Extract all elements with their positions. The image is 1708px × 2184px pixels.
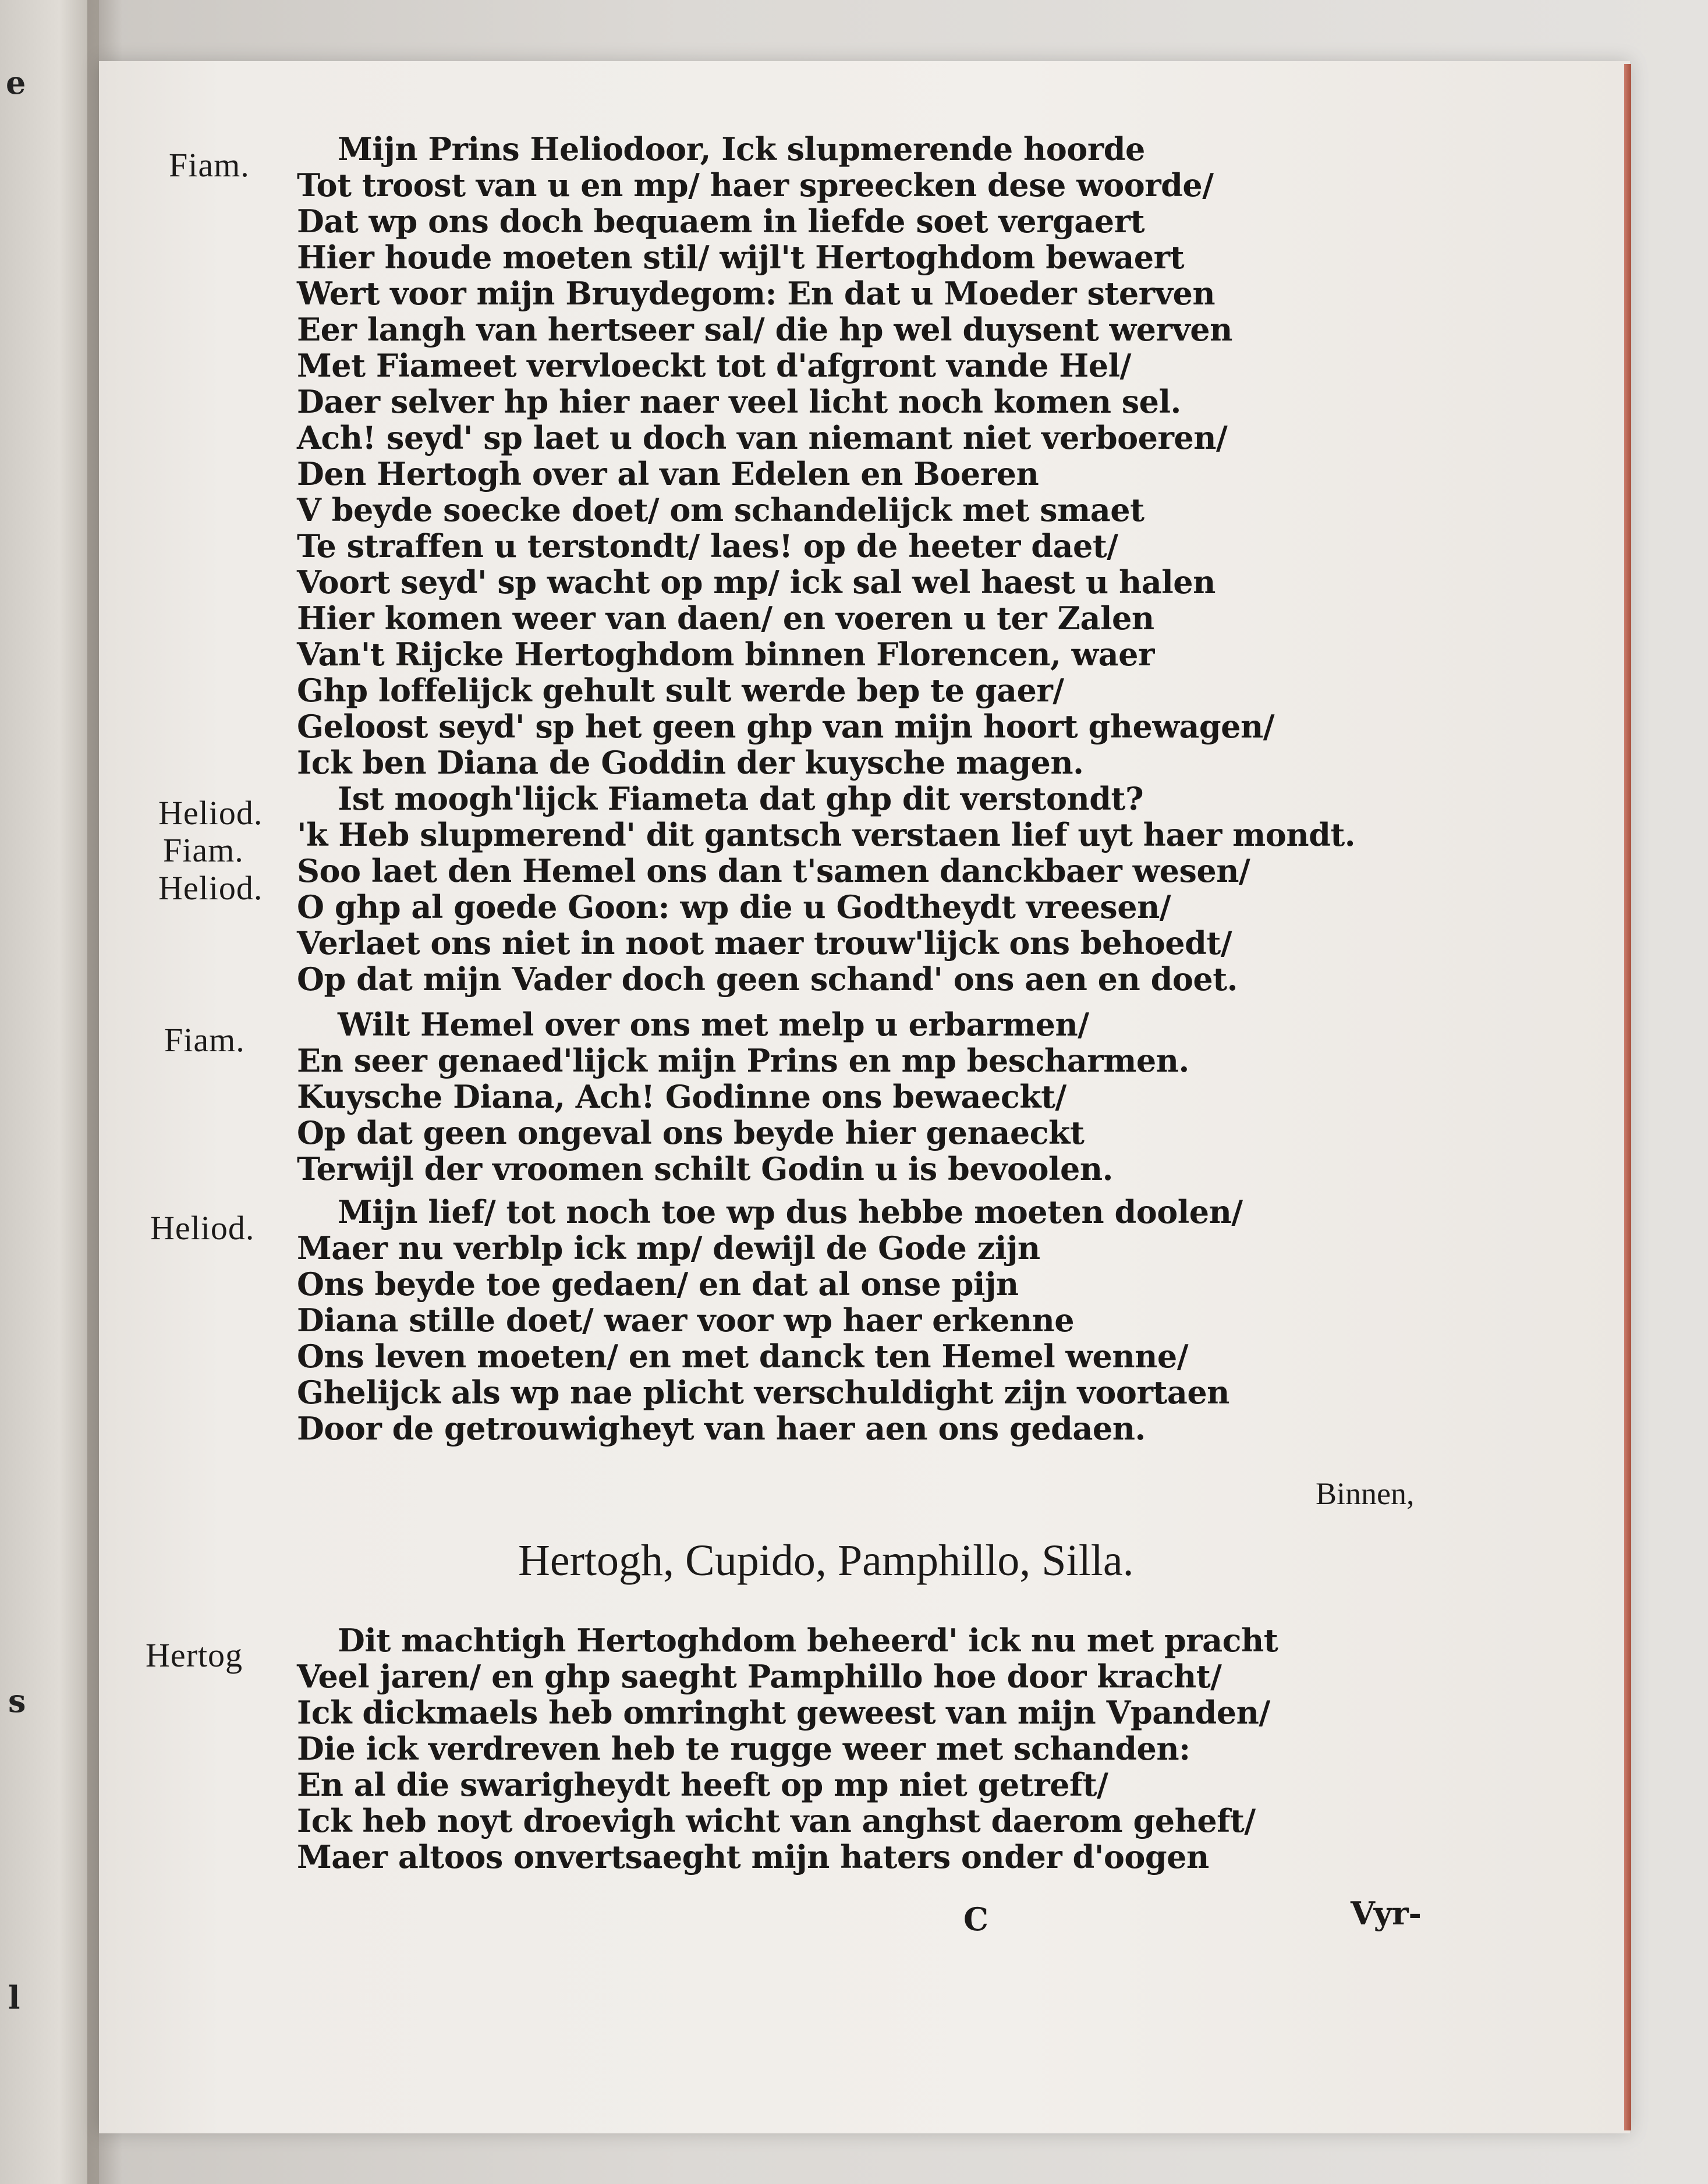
verse-line: V beyde soecke doet/ om schandelijck met smaet [297, 491, 1144, 529]
verse-line: Voort seyd' sp wacht op mp/ ick sal wel haest u halen [297, 563, 1216, 601]
verse-line: Die ick verdreven heb te rugge weer met schanden: [297, 1730, 1190, 1767]
page-edge [1624, 64, 1631, 2130]
speaker-label: Hertog [146, 1636, 243, 1674]
verse-line: Kuysche Diana, Ach! Godinne ons bewaeckt/ [297, 1078, 1066, 1115]
verse-line: O ghp al goede Goon: wp die u Godtheydt vreesen/ [297, 888, 1171, 926]
speaker-label: Fiam. [163, 831, 244, 869]
verse-line: Met Fiameet vervloeckt tot d'afgront vande Hel/ [297, 347, 1131, 384]
verse-line: Wilt Hemel over ons met melp u erbarmen/ [338, 1006, 1089, 1043]
verse-line: Op dat geen ongeval ons beyde hier genaeckt [297, 1114, 1085, 1151]
verse-line: Dit machtigh Hertoghdom beheerd' ick nu met pracht [338, 1622, 1278, 1659]
verse-line: Maer nu verblp ick mp/ dewijl de Gode zijn [297, 1229, 1040, 1267]
verse-line: Te straffen u terstondt/ laes! op de heeter daet/ [297, 527, 1118, 565]
verse-line: Tot troost van u en mp/ haer spreecken dese woorde/ [297, 166, 1214, 204]
verse-line: En al die swarigheydt heeft op mp niet getreft/ [297, 1766, 1108, 1803]
verse-line: En seer genaed'lijck mijn Prins en mp bescharmen. [297, 1042, 1189, 1079]
speaker-label: Fiam. [164, 1021, 245, 1059]
verse-line: Ick dickmaels heb omringht geweest van mijn Vpanden/ [297, 1694, 1270, 1731]
verse-line: Ons beyde toe gedaen/ en dat al onse pijn [297, 1265, 1019, 1303]
verse-line: Dat wp ons doch bequaem in liefde soet vergaert [297, 203, 1145, 240]
verse-line: Van't Rijcke Hertoghdom binnen Florencen, waer [297, 636, 1154, 673]
verse-line: Ach! seyd' sp laet u doch van niemant niet verboeren/ [297, 419, 1228, 456]
verse-line: Mijn Prins Heliodoor, Ick slupmerende hoorde [338, 130, 1145, 168]
verse-line: Ghp loffelijck gehult sult werde bep te gaer/ [297, 672, 1064, 709]
left-page-glyph: s [8, 1682, 26, 1719]
verse-line: Diana stille doet/ waer voor wp haer erkenne [297, 1302, 1075, 1339]
speaker-label: Fiam. [169, 146, 250, 184]
verse-line: Den Hertogh over al van Edelen en Boeren [297, 455, 1039, 492]
verse-line: Ick heb noyt droevigh wicht van anghst daerom geheft/ [297, 1802, 1256, 1839]
speaker-label: Heliod. [150, 1209, 255, 1247]
verse-line: Verlaet ons niet in noot maer trouw'lijck ons behoedt/ [297, 924, 1232, 962]
verse-line: Daer selver hp hier naer veel licht noch komen sel. [297, 383, 1181, 420]
verse-line: Mijn lief/ tot noch toe wp dus hebbe moeten doolen/ [338, 1193, 1243, 1231]
verse-line: Ons leven moeten/ en met danck ten Hemel wenne/ [297, 1338, 1189, 1375]
left-page-glyph: e [6, 64, 26, 101]
verse-line: Ghelijck als wp nae plicht verschuldight zijn voortaen [297, 1374, 1229, 1411]
left-page-edge [0, 0, 99, 2184]
verse-line: Eer langh van hertseer sal/ die hp wel duysent werven [297, 311, 1232, 348]
verse-line: Soo laet den Hemel ons dan t'samen danckbaer wesen/ [297, 852, 1250, 889]
verse-line: Wert voor mijn Bruydegom: En dat u Moeder sterven [297, 275, 1216, 312]
verse-line: Hier houde moeten stil/ wijl't Hertoghdom bewaert [297, 239, 1185, 276]
verse-line: Door de getrouwigheyt van haer aen ons gedaen. [297, 1410, 1146, 1447]
catchword: Binnen, [1316, 1476, 1415, 1511]
verse-line: Geloost seyd' sp het geen ghp van mijn hoort ghewagen/ [297, 708, 1274, 745]
verse-line: Maer altoos onvertsaeght mijn haters onder d'oogen [297, 1838, 1209, 1875]
verse-line: Ick ben Diana de Goddin der kuysche magen. [297, 744, 1084, 781]
speaker-label: Heliod. [158, 794, 263, 832]
verse-line: Op dat mijn Vader doch geen schand' ons aen en doet. [297, 960, 1238, 998]
scene-heading: Hertogh, Cupido, Pamphillo, Silla. [518, 1536, 1134, 1585]
verse-line: 'k Heb slupmerend' dit gantsch verstaen lief uyt haer mondt. [297, 816, 1356, 853]
verse-line: Hier komen weer van daen/ en voeren u ter Zalen [297, 600, 1154, 637]
signature-mark: C [963, 1901, 988, 1938]
speaker-label: Heliod. [158, 869, 263, 907]
verse-line: Ist moogh'lijck Fiameta dat ghp dit verstondt? [338, 780, 1144, 817]
left-page-glyph: l [8, 1979, 20, 2016]
verse-line: Veel jaren/ en ghp saeght Pamphillo hoe door kracht/ [297, 1658, 1222, 1695]
verse-line: Terwijl der vroomen schilt Godin u is bevoolen. [297, 1150, 1113, 1187]
catchword: Vyr- [1351, 1895, 1422, 1932]
